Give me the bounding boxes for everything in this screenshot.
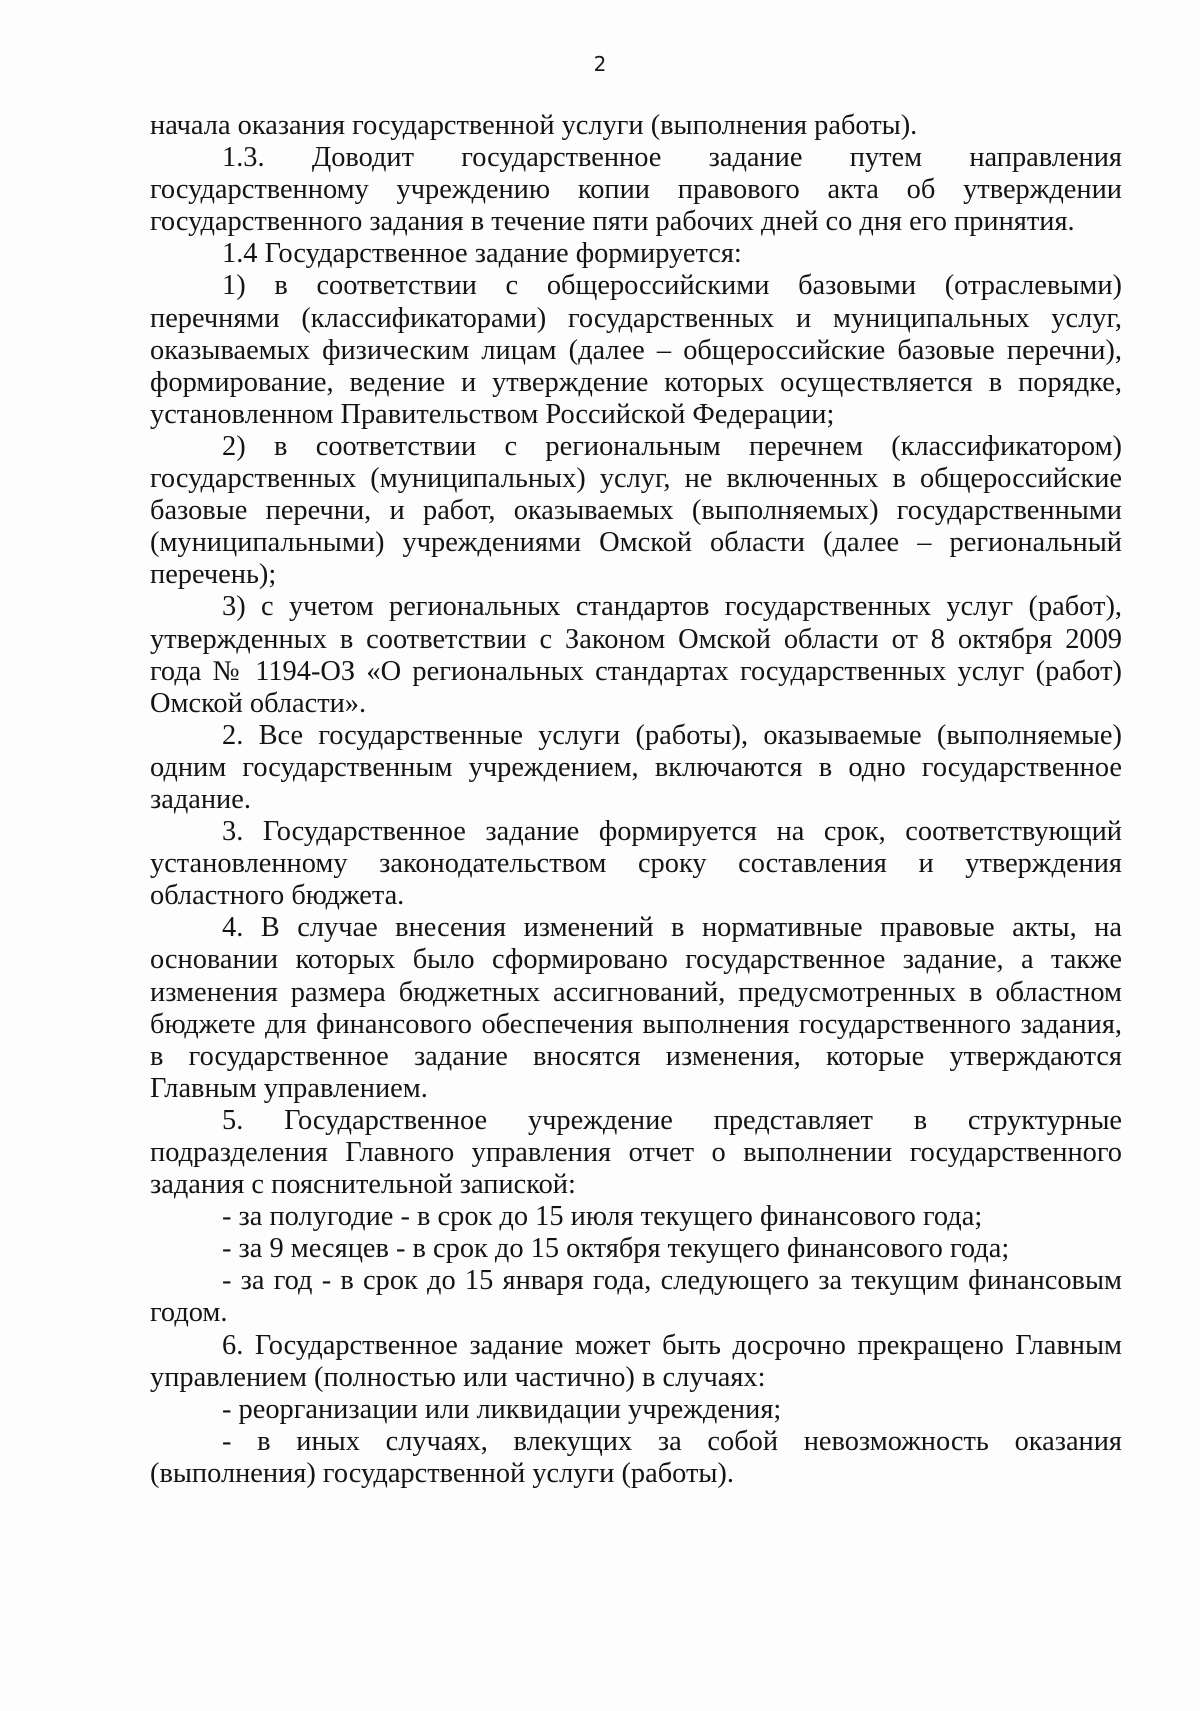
- paragraph-5-item-half-year: - за полугодие - в срок до 15 июля текущего финансового года;: [222, 1201, 983, 1233]
- paragraph-continuation: начала оказания государственной услуги (выполнения работы).: [150, 110, 918, 141]
- paragraph-5-item-9-months: - за 9 месяцев - в срок до 15 октября текущего финансового года;: [222, 1233, 1010, 1265]
- paragraph-1-4-item-1: 1) в соответствии с общероссийскими базовыми (отраслевыми) перечнями (классификаторами) государственных и муниципальных услуг, оказываемых физическим лицам (далее – общероссийские базовые перечни), формирование, ведение и утверждение которых осуществляется в порядке, установленном Правительством Российской Федерации;: [150, 270, 1122, 430]
- paragraph-1-4: 1.4 Государственное задание формируется:: [222, 238, 742, 270]
- document-body: [150, 110, 1122, 1490]
- paragraph-6-item-other-cases: - в иных случаях, влекущих за собой невозможность оказания (выполнения) государственной услуги (работы).: [150, 1425, 1122, 1489]
- paragraph-2: 2. Все государственные услуги (работы), оказываемые (выполняемые) одним государственным учреждением, включаются в одно государственное задание.: [150, 719, 1122, 815]
- paragraph-5: 5. Государственное учреждение представляет в структурные подразделения Главного управления отчет о выполнении государственного задания с пояснительной запиской:: [150, 1104, 1122, 1201]
- paragraph-5-item-year: - за год - в срок до 15 января года, следующего за текущим финансовым годом.: [150, 1265, 1122, 1329]
- paragraph-4: 4. В случае внесения изменений в нормативные правовые акты, на основании которых было сформировано государственное задание, а также изменения размера бюджетных ассигнований, предусмотренных в областном бюджете для финансового обеспечения выполнения государственного задания, в государственное задание вносятся изменения, которые утверждаются Главным управлением.: [150, 912, 1122, 1104]
- page-number: 2: [593, 52, 607, 76]
- paragraph-1-4-item-2: 2) в соответствии с региональным перечнем (классификатором) государственных (муниципальных) услуг, не включенных в общероссийские базовые перечни, и работ, оказываемых (выполняемых) государственными (муниципальными) учреждениями Омской области (далее – региональный перечень);: [150, 430, 1122, 591]
- paragraph-3: 3. Государственное задание формируется на срок, соответствующий установленному законодательством сроку составления и утверждения областного бюджета.: [150, 816, 1122, 912]
- paragraph-1-3: 1.3. Доводит государственное задание путем направления государственному учреждению копии правового акта об утверждении государственного задания в течение пяти рабочих дней со дня его принятия.: [150, 142, 1122, 238]
- paragraph-1-4-item-3: 3) с учетом региональных стандартов государственных услуг (работ), утвержденных в соответствии с Законом Омской области от 8 октября 2009 года № 1194-ОЗ «О региональных стандартах государственных услуг (работ) Омской области».: [150, 591, 1122, 719]
- paragraph-6-item-reorganization: - реорганизации или ликвидации учреждения;: [222, 1393, 782, 1425]
- paragraph-6: 6. Государственное задание может быть досрочно прекращено Главным управлением (полностью или частично) в случаях:: [150, 1329, 1122, 1393]
